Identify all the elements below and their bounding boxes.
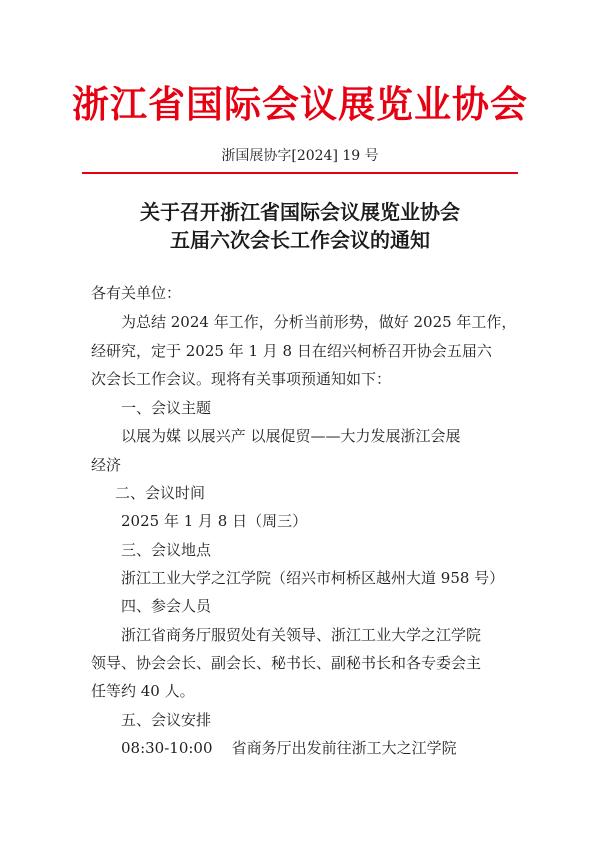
section-heading-theme: 一、会议主题 [121, 399, 212, 417]
theme-text-line-1: 以展为媒 以展兴产 以展促贸——大力发展浙江会展 [121, 427, 461, 445]
attendees-line-2: 领导、协会会长、副会长、秘书长、副秘书长和各专委会主 [91, 654, 482, 672]
notice-title-line-1: 关于召开浙江省国际会议展览业协会 [140, 200, 460, 224]
notice-title-line-2: 五届六次会长工作会议的通知 [170, 228, 430, 252]
section-heading-schedule: 五、会议安排 [121, 711, 212, 729]
meeting-time: 2025 年 1 月 8 日（周三） [121, 512, 308, 530]
section-heading-time: 二、会议时间 [115, 484, 206, 502]
attendees-line-1: 浙江省商务厅服贸处有关领导、浙江工业大学之江学院 [121, 626, 482, 644]
meeting-venue: 浙江工业大学之江学院（绍兴市柯桥区越州大道 958 号） [121, 569, 505, 587]
organization-name-header: 浙江省国际会议展览业协会 [72, 82, 528, 126]
intro-line-3: 次会长工作会议。现将有关事项预通知如下： [91, 370, 392, 388]
red-divider-line [82, 172, 518, 174]
intro-line-1: 为总结 2024 年工作，分析当前形势，做好 2025 年工作， [121, 313, 517, 331]
document-number: 浙国展协字[2024] 19 号 [221, 148, 379, 164]
attendees-line-3: 任等约 40 人。 [91, 682, 195, 700]
theme-text-line-2: 经济 [91, 456, 122, 474]
section-heading-venue: 三、会议地点 [121, 541, 212, 559]
section-heading-attendees: 四、参会人员 [121, 597, 212, 615]
salutation: 各有关单位： [91, 284, 182, 302]
schedule-item: 08:30-10:00 省商务厅出发前往浙工大之江学院 [121, 739, 457, 757]
intro-line-2: 经研究，定于 2025 年 1 月 8 日在绍兴柯桥召开协会五届六 [91, 342, 492, 360]
